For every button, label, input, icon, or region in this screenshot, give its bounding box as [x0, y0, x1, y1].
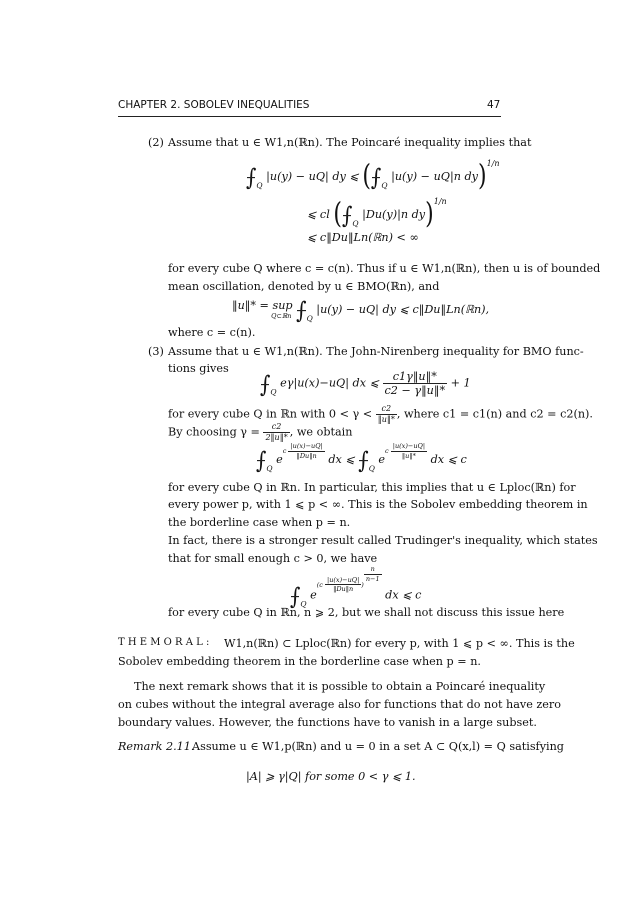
average-integral-icon: ∫: [341, 201, 353, 229]
poincare-eq-line-1: $\int_Q$ |u(y) − uQ| dy ⩽ ($\int_Q$ |u(y) − uQ|n dy)$^{1/n}$: [246, 159, 500, 193]
item-3-line-8: In fact, there is a stronger result called Trudinger's inequality, which states: [168, 534, 598, 547]
average-integral-icon: ∫: [290, 581, 301, 610]
header-rule: [118, 116, 501, 117]
item-2-text-2: mean oscillation, denoted by u ∈ BMO(ℝn), and: [168, 280, 440, 293]
poincare-eq-line-2: ⩽ cl ($\int_Q$ |Du(y)|n dy)$^{1/n}$: [307, 197, 447, 231]
remark-text: Assume u ∈ W1,p(ℝn) and u = 0 in a set A ⊂ Q(x,l) = Q satisfying: [192, 740, 564, 753]
item-3-line-6: every power p, with 1 ⩽ p < ∞. This is the Sobolev embedding theorem in: [168, 498, 588, 511]
john-nirenberg-eq: $\int_Q$ eγ|u(x)−uQ| dx ⩽ $\frac{c1\gamma‖u‖*}{c2 - \gamma‖u‖*}$ + 1: [260, 369, 471, 398]
average-integral-icon: ∫: [370, 163, 382, 191]
running-header: CHAPTER 2. SOBOLEV INEQUALITIES: [118, 99, 310, 111]
item-3-line-2: tions gives: [168, 362, 229, 375]
item-3-line-5: for every cube Q in ℝn. In particular, this implies that u ∈ Lploc(ℝn) for: [168, 481, 576, 494]
paragraph-line-2: on cubes without the integral average also for functions that do not have zero: [118, 698, 561, 711]
moral-line-2: Sobolev embedding theorem in the borderline case when p = n.: [118, 655, 481, 668]
remark-label: Remark 2.11.: [118, 740, 195, 753]
item-3-line-7: the borderline case when p = n.: [168, 516, 351, 529]
exponential-integrability-eq: $\int_Q$ $e^{c \frac{|u(x)-uQ|}{‖Du‖n}}$ dx ⩽ $\int_Q$ $e^{c \frac{|u(x)-uQ|}{‖u‖*}}$ dx ⩽ c: [256, 442, 467, 474]
item-3-line-9: that for small enough c > 0, we have: [168, 552, 378, 565]
moral-line-1: W1,n(ℝn) ⊂ Lploc(ℝn) for every p, with 1 ⩽ p < ∞. This is the: [224, 637, 575, 650]
average-integral-icon: ∫: [256, 446, 267, 474]
poincare-eq-line-3: ⩽ c‖Du‖Ln(ℝn) < ∞: [307, 231, 419, 244]
average-integral-icon: ∫: [260, 369, 271, 398]
item-2-intro: Assume that u ∈ W1,n(ℝn). The Poincaré inequality implies that: [168, 136, 532, 149]
item-2-where: where c = c(n).: [168, 326, 256, 339]
item-3-line-4: By choosing γ = $\frac{c2}{2‖u‖*}$ , we obtain: [168, 422, 353, 442]
item-3-line-3: for every cube Q in ℝn with 0 < γ < $\frac{c2}{‖u‖*}$ , where c1 = c1(n) and c2 = c2(n).: [168, 404, 593, 424]
item-3-line-10: for every cube Q in ℝn, n ⩾ 2, but we shall not discuss this issue here: [168, 606, 565, 619]
average-integral-icon: ∫: [358, 446, 369, 474]
item-3-number: (3): [148, 345, 164, 358]
item-3-line-1: Assume that u ∈ W1,n(ℝn). The John-Nirenberg inequality for BMO func-: [168, 345, 584, 358]
remark-eq: |A| ⩾ γ|Q| for some 0 < γ ⩽ 1.: [246, 770, 416, 783]
paragraph-line-1: The next remark shows that it is possible to obtain a Poincaré inequality: [134, 680, 546, 693]
page-number: 47: [487, 99, 501, 111]
item-2-text-1: for every cube Q where c = c(n). Thus if u ∈ W1,n(ℝn), then u is of bounded: [168, 262, 601, 275]
average-integral-icon: ∫: [296, 296, 307, 324]
moral-label: T H E M O R A L :: [118, 637, 210, 648]
average-integral-icon: ∫: [246, 163, 257, 191]
trudinger-eq: $\int_Q$ $e^{(c \frac{|u(x)-uQ|}{‖Du‖n} ) \frac{n}{n-1}}$ dx ⩽ c: [290, 565, 422, 610]
bmo-norm-eq: ‖u‖* = sup Q⊂ℝn $\int_Q$ |u(y) − uQ| dy ⩽ c‖Du‖Ln(ℝn),: [232, 296, 490, 324]
item-2-number: (2): [148, 136, 164, 149]
paragraph-line-3: boundary values. However, the functions have to vanish in a large subset.: [118, 716, 537, 729]
